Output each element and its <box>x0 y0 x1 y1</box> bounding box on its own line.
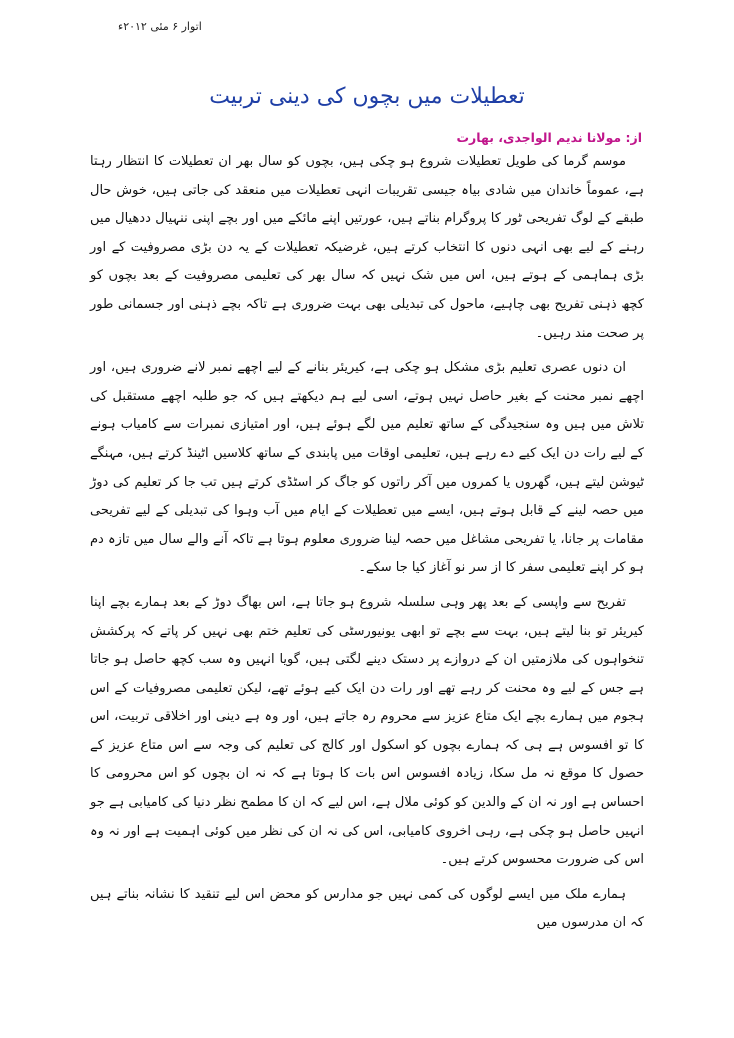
paragraph: ہمارے ملک میں ایسے لوگوں کی کمی نہیں جو مدارس کو محض اس لیے تنقید کا نشانہ بناتے ہیں کہ ان مدرسوں میں <box>90 886 644 931</box>
paragraph: تفریح سے واپسی کے بعد پھر وہی سلسلہ شروع ہو جاتا ہے، اس بھاگ دوڑ کے بعد ہمارے بچے اپنا کیریئر تو بنا لیتے ہیں، بہت سے بچے تو ابھی یونیورسٹی کی تعلیم ختم بھی نہیں کر پاتے کہ پرکشش تنخواہوں کی ملازمتیں ان کے دروازے پر دستک دینے لگتی ہیں، گویا انہیں وہ سب کچھ حاصل ہو جاتا ہے جس کے لیے وہ محنت کر رہے تھے اور رات دن ایک کیے ہوئے تھے، لیکن تعلیمی مصروفیات کے اس ہجوم میں ہمارے بچے ایک متاع عزیز سے محروم رہ جاتے ہیں، اور وہ ہے دینی اور اخلاقی تربیت، اس کا تو افسوس ہے ہی کہ ہمارے بچوں کو اسکول اور کالج کی تعلیم کی وجہ سے اس متاع عزیز کے حصول کا موقع نہ مل سکا، زیادہ افسوس اس بات کا ہوتا ہے کہ نہ ان بچوں کو اس محرومی کا احساس ہے اور نہ ان کے والدین کو کوئی ملال ہے، اس لیے کہ ان کا مطمح نظر دنیا کی کامیابی ہے جو انہیں حاصل ہو چکی ہے، رہی اخروی کامیابی، اس کی نہ ان کی نظر میں کوئی اہمیت ہے اور نہ وہ اس کی ضرورت محسوس کرتے ہیں۔ <box>90 594 644 868</box>
paragraph: ان دنوں عصری تعلیم بڑی مشکل ہو چکی ہے، کیریئر بنانے کے لیے اچھے نمبر لانے ضروری ہیں، اور اچھے نمبر محنت کے بغیر حاصل نہیں ہوتے، اسی لیے ہم دیکھتے ہیں کہ جو طلبہ اچھے مستقبل کی تلاش میں ہیں وہ سنجیدگی کے ساتھ تعلیم میں لگے ہوئے ہیں، اور امتیازی نمبرات سے کامیاب ہونے کے لیے رات دن ایک کیے دے رہے ہیں، تعلیمی اوقات میں پابندی کے ساتھ کلاسیں اٹینڈ کرتے ہیں، مہنگے ٹیوشن لیتے ہیں، گھروں یا کمروں میں آکر راتوں کو جاگ کر اسٹڈی کرتے ہیں تب جا کر تعلیم کی دوڑ میں حصہ لینے کے قابل ہوتے ہیں، ایسے میں تعطیلات کے ایام میں آب وہوا کی تبدیلی کے لیے تفریحی مقامات پر جانا، یا تفریحی مشاغل میں حصہ لینا ضروری معلوم ہوتا ہے تاکہ آنے والے سال میں تازہ دم ہو کر اپنے تعلیمی سفر کا از سر نو آغاز کیا جا سکے۔ <box>90 360 644 576</box>
article-body <box>90 148 644 944</box>
article-title: تعطیلات میں بچوں کی دینی تربیت <box>209 84 525 109</box>
paragraph: موسم گرما کی طویل تعطیلات شروع ہو چکی ہیں، بچوں کو سال بھر ان تعطیلات کا انتظار رہتا ہے، عموماً خاندان میں شادی بیاہ جیسی تقریبات انہی تعطیلات میں منعقد کی جاتی ہیں، خوش حال طبقے کے لوگ تفریحی ٹور کا پروگرام بناتے ہیں، عورتیں اپنے مائکے میں اور بچے اپنی ننہیال ددھیال میں رہنے کے لیے بھی انہی دنوں کا انتخاب کرتے ہیں، غرضیکہ تعطیلات کے یہ دن بڑی مصروفیت کے اور بڑی ہماہمی کے ہوتے ہیں، اس میں شک نہیں کہ سال بھر کی تعلیمی مصروفیت کے بعد بچوں کو کچھ ذہنی تفریح بھی چاہیے، ماحول کی تبدیلی بھی بہت ضروری ہے تاکہ بچے ذہنی اور جسمانی طور پر صحت مند رہیں۔ <box>90 154 644 341</box>
publication-date: اتوار ۶ مئی ۲۰۱۲ء <box>118 20 202 33</box>
article-byline: از: مولانا ندیم الواجدی، بھارت <box>456 130 642 145</box>
